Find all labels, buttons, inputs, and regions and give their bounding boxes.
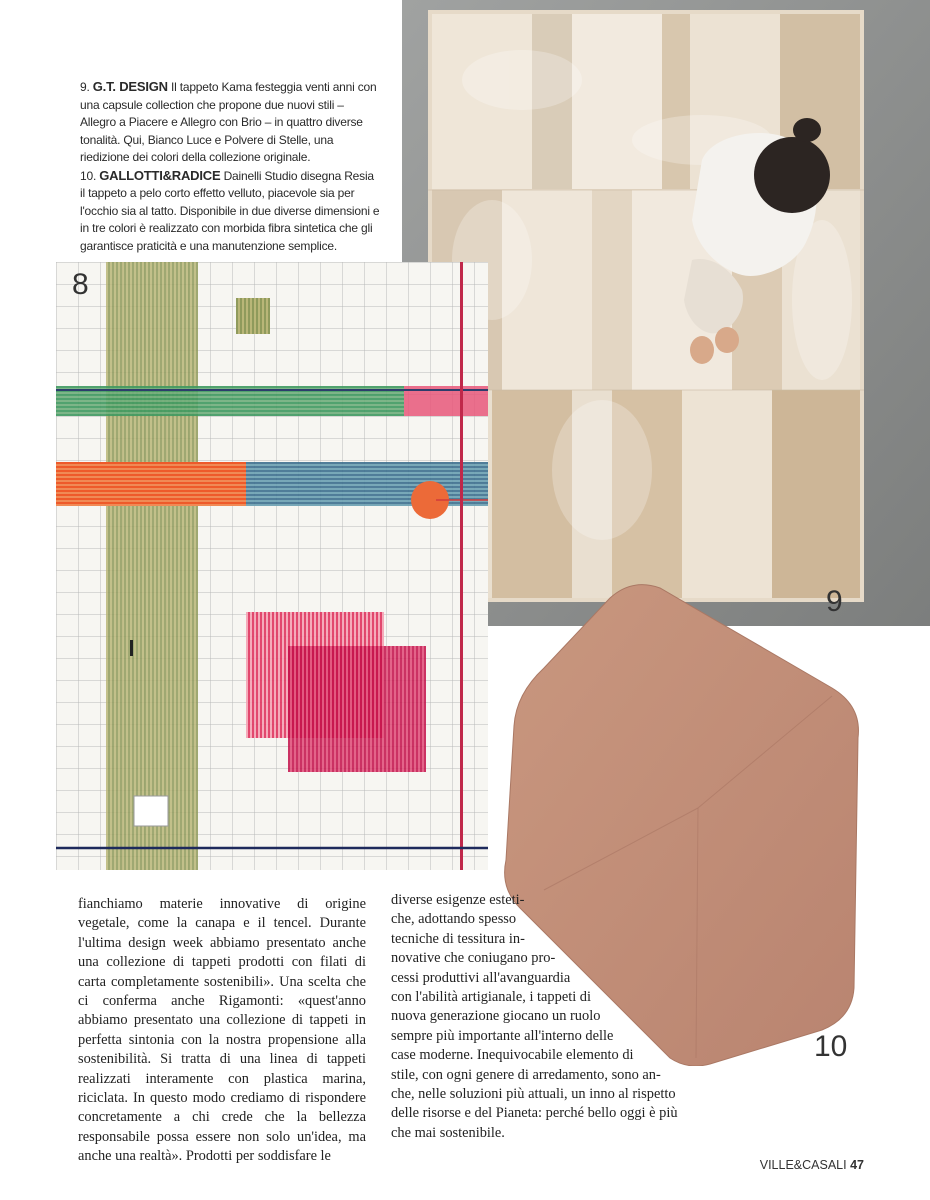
body-line: novative che coniugano pro- — [391, 950, 556, 967]
caption-text: Dainelli Studio disegna Resia il tappeto a pelo corto effetto velluto, piacevole sia per l'occhio sia al tatto. Disponibile in due diverse dimensioni e in tre colori è realizzato con morbida fibra sintetica che gli garantisce praticità e una manutenzione semplice. — [80, 168, 380, 253]
body-line: tecniche di tessitura in- — [391, 930, 525, 947]
figure-number-9: 9 — [826, 585, 843, 618]
body-line: che, nelle soluzioni più attuali, un inno al rispetto — [391, 1086, 676, 1103]
body-line: cessi produttivi all'avanguardia — [391, 969, 571, 986]
caption-brand: GALLOTTI&RADICE — [99, 167, 221, 183]
magazine-name: VILLE&CASALI — [759, 1158, 847, 1172]
body-column-2 — [391, 891, 701, 1143]
body-line: con l'abilità artigianale, i tappeti di — [391, 989, 591, 1006]
body-column-1: fianchiamo materie innovative di origine vegetale, come la canapa e il tencel. Durante l'ultima design week abbiamo presentato anche una collezione di tappeti prodotti con filati di carta completamente sostenibili». Una scelta che ci conferma anche Rigamonti: «quest'anno abbiamo presentato una collezione di tappeti in perfetta sintonia con la nostra propensione alla sostenibilità. Si tratta di una linea di tappeti realizzati interamente con plastica marina, riciclata. In questo modo crediamo di rispondere concretamente a chi crede che la bellezza responsabile possa essere non solo un'idea, ma anche una realtà». Prodotti per soddisfare le — [78, 896, 366, 1165]
caption-item-10 — [80, 167, 380, 256]
body-line: nuova generazione giocano un ruolo — [391, 1008, 601, 1025]
caption-text: Il tappeto Kama festeggia venti anni con una capsule collection che propone due nuovi stili – Allegro a Piacere e Allegro con Brio – in quattro diverse tonalità. Qui, Bianco Luce e Polvere di Stelle, una riedizione dei colori della collezione originale. — [80, 80, 377, 164]
rug-grid-image — [56, 262, 488, 870]
caption-item-9 — [80, 78, 380, 167]
body-line: sempre più importante all'interno delle — [391, 1027, 614, 1044]
body-line: case moderne. Inequivocabile elemento di — [391, 1047, 634, 1064]
body-line: che, adottando spesso — [391, 911, 517, 928]
figure-number-10: 10 — [814, 1030, 848, 1063]
page-number: 47 — [850, 1158, 864, 1172]
body-line: diverse esigenze esteti- — [391, 892, 525, 908]
body-line: delle risorse e del Pianeta: perché bello oggi è più — [391, 1105, 678, 1122]
body-line: che mai sostenibile. — [391, 1124, 505, 1141]
photo-rug-grid — [56, 262, 488, 870]
page-footer — [760, 1158, 864, 1172]
body-line: stile, con ogni genere di arredamento, sono an- — [391, 1066, 661, 1083]
caption-number: 9. — [80, 80, 90, 94]
figure-number-8: 8 — [72, 268, 89, 301]
captions-block — [80, 78, 380, 255]
caption-brand: G.T. DESIGN — [92, 79, 168, 94]
caption-number: 10. — [80, 168, 97, 183]
